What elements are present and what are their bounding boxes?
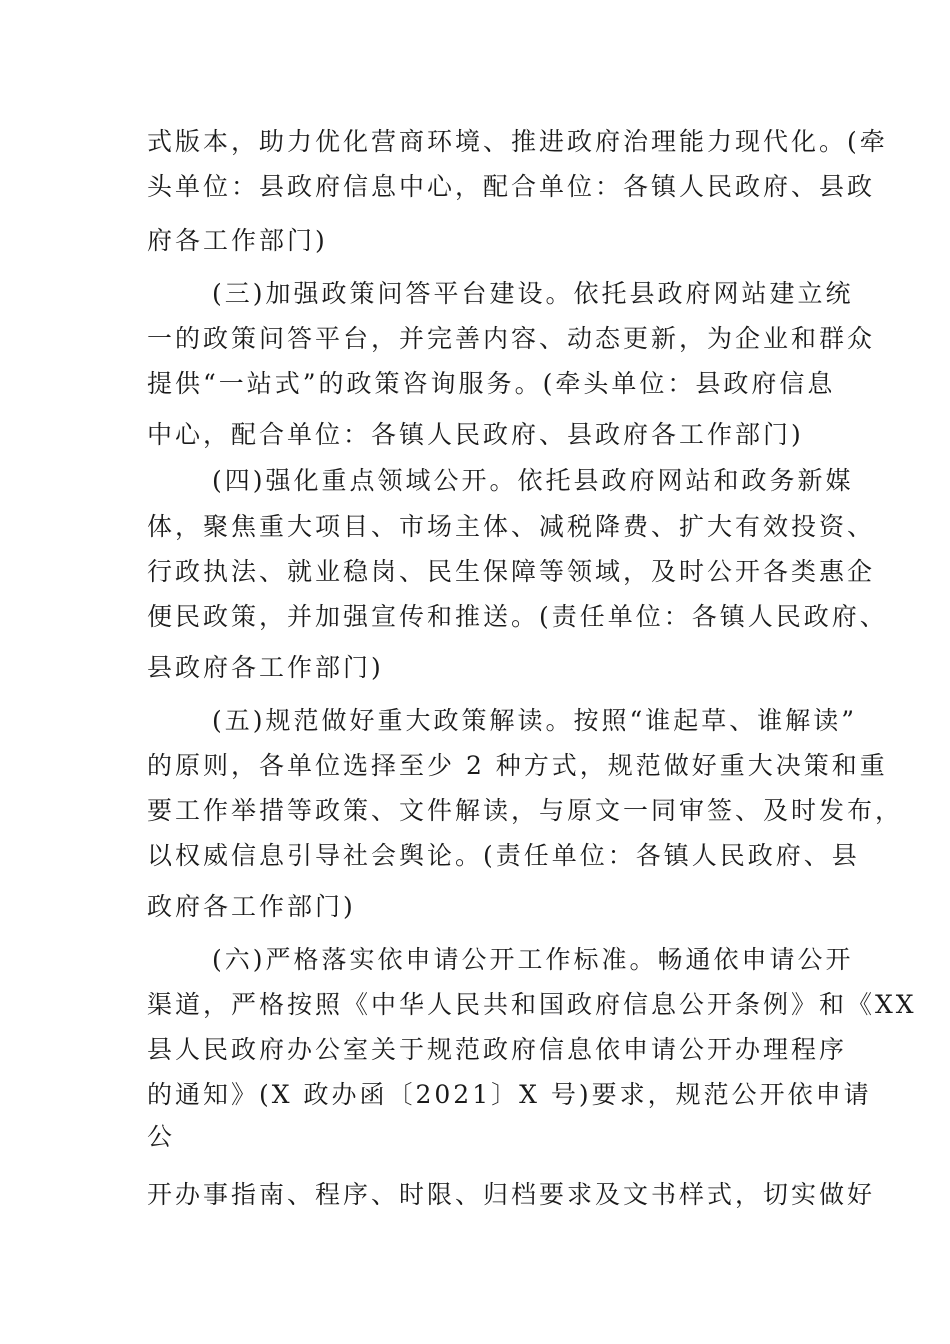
text-line: 体，聚焦重大项目、市场主体、减税降费、扩大有效投资、 [147,512,876,541]
text-line: 府各工作部门) [147,226,328,255]
text-line: 的原则，各单位选择至少 2 种方式，规范做好重大决策和重 [147,751,888,780]
text-line: 县政府各工作部门) [147,653,384,682]
text-line: 开办事指南、程序、时限、归档要求及文书样式，切实做好 [147,1180,876,1209]
text-line: 行政执法、就业稳岗、民生保障等领域，及时公开各类惠企 [147,557,876,586]
paragraph-start-line: (五)规范做好重大政策解读。按照“谁起草、谁解读” [212,706,858,735]
text-line: 以权威信息引导社会舆论。(责任单位：各镇人民政府、县 [147,841,860,870]
paragraph-start-line: (三)加强政策问答平台建设。依托县政府网站建立统 [212,279,854,308]
text-line: 提供“一站式”的政策咨询服务。(牵头单位：县政府信息 [147,369,836,398]
text-line: 政府各工作部门) [147,892,356,921]
text-line: 一的政策问答平台，并完善内容、动态更新，为企业和群众 [147,324,876,353]
paragraph-start-line: (六)严格落实依申请公开工作标准。畅通依申请公开 [212,945,854,974]
text-line: 中心，配合单位：各镇人民政府、县政府各工作部门) [147,420,804,449]
text-line: 便民政策，并加强宣传和推送。(责任单位：各镇人民政府、 [147,602,888,631]
text-line: 的通知》(X 政办函〔2021〕X 号)要求，规范公开依申请 [147,1080,872,1109]
text-line: 要工作举措等政策、文件解读，与原文一同审签、及时发布， [147,796,904,825]
text-line: 渠道，严格按照《中华人民共和国政府信息公开条例》和《XX [147,990,917,1019]
text-line: 县人民政府办公室关于规范政府信息依申请公开办理程序 [147,1035,848,1064]
text-line: 式版本，助力优化营商环境、推进政府治理能力现代化。(牵 [147,127,888,156]
paragraph-start-line: (四)强化重点领域公开。依托县政府网站和政务新媒 [212,466,854,495]
text-line: 头单位：县政府信息中心，配合单位：各镇人民政府、县政 [147,172,876,201]
text-line: 公 [147,1122,176,1151]
